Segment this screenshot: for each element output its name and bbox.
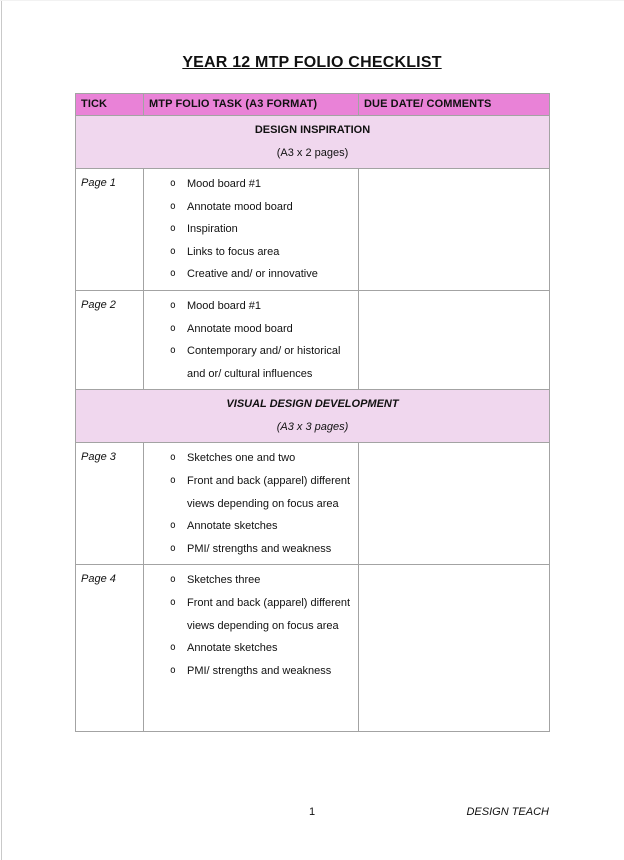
task-item <box>144 569 352 592</box>
circle-bullet-icon: o <box>170 268 176 280</box>
task-cell <box>144 169 359 291</box>
due-comments-cell <box>359 443 550 565</box>
task-row <box>76 565 550 732</box>
section-title: VISUAL DESIGN DEVELOPMENT <box>226 398 399 411</box>
task-text: Annotate sketches <box>187 642 278 655</box>
task-text: Annotate mood board <box>187 322 293 335</box>
task-text: Creative and/ or innovative <box>187 268 318 281</box>
task-item <box>144 340 352 385</box>
circle-bullet-icon: o <box>170 574 176 586</box>
tick-cell <box>76 169 144 291</box>
circle-bullet-icon: o <box>170 178 176 189</box>
folio-checklist-table <box>75 93 550 732</box>
task-item <box>144 173 352 196</box>
task-text: Front and back (apparel) different views depending on focus area <box>187 596 351 632</box>
task-cell <box>144 565 359 732</box>
page-label: Page 1 <box>81 177 116 189</box>
section-cell <box>76 390 550 443</box>
page-label: Page 2 <box>81 298 116 311</box>
tick-cell <box>76 565 144 732</box>
task-row <box>76 290 550 389</box>
task-text: Contemporary and/ or historical and or/ cultural influences <box>187 345 341 380</box>
task-item <box>144 470 352 515</box>
task-item <box>144 263 352 286</box>
task-text: Annotate sketches <box>187 520 278 533</box>
task-cell <box>144 290 359 389</box>
circle-bullet-icon: o <box>170 223 176 235</box>
col-header-due-date: DUE DATE/ COMMENTS <box>359 94 550 116</box>
page-left-edge <box>1 1 2 860</box>
page-number: 1 <box>308 806 316 818</box>
task-item <box>144 218 352 241</box>
due-comments-cell <box>359 290 550 389</box>
task-text: Mood board #1 <box>187 178 261 190</box>
circle-bullet-icon: o <box>170 474 176 486</box>
task-item <box>144 447 352 470</box>
task-cell <box>144 443 359 565</box>
task-text: Links to focus area <box>187 245 280 258</box>
task-item <box>144 196 352 219</box>
footer-brand: DESIGN TEACH <box>466 806 549 818</box>
circle-bullet-icon: o <box>170 520 176 532</box>
task-item <box>144 538 352 561</box>
page-label: Page 4 <box>81 573 116 586</box>
circle-bullet-icon: o <box>170 542 176 554</box>
due-comments-cell <box>359 565 550 732</box>
task-text: PMI/ strengths and weakness <box>187 664 332 677</box>
task-text: Sketches three <box>187 574 261 587</box>
task-row <box>76 169 550 291</box>
section-row <box>76 116 550 169</box>
col-header-task: MTP FOLIO TASK (A3 FORMAT) <box>144 94 359 116</box>
section-subtitle: (A3 x 3 pages) <box>276 421 349 434</box>
task-list <box>144 447 352 560</box>
due-comments-cell <box>359 169 550 291</box>
section-subtitle: (A3 x 2 pages) <box>276 147 349 159</box>
page-footer <box>75 806 549 824</box>
col-header-tick: TICK <box>76 94 144 116</box>
section-row <box>76 390 550 443</box>
circle-bullet-icon: o <box>170 245 176 257</box>
task-text: Front and back (apparel) different views depending on focus area <box>187 474 351 510</box>
task-text: Annotate mood board <box>187 200 293 213</box>
page-label: Page 3 <box>81 451 116 464</box>
task-list <box>144 295 352 385</box>
task-list <box>144 569 352 682</box>
circle-bullet-icon: o <box>170 345 176 357</box>
task-row <box>76 443 550 565</box>
task-item <box>144 515 352 538</box>
task-item <box>144 318 352 341</box>
section-title: DESIGN INSPIRATION <box>254 124 371 136</box>
task-item <box>144 241 352 264</box>
task-item <box>144 637 352 660</box>
circle-bullet-icon: o <box>170 452 176 464</box>
circle-bullet-icon: o <box>170 322 176 334</box>
task-item <box>144 592 352 637</box>
circle-bullet-icon: o <box>170 299 176 311</box>
page-title: YEAR 12 MTP FOLIO CHECKLIST <box>182 54 442 71</box>
circle-bullet-icon: o <box>170 200 176 212</box>
task-text: Inspiration <box>187 223 238 236</box>
task-text: PMI/ strengths and weakness <box>187 542 332 555</box>
circle-bullet-icon: o <box>170 596 176 608</box>
task-text: Mood board #1 <box>187 299 261 312</box>
task-list <box>144 173 352 286</box>
tick-cell <box>76 443 144 565</box>
tick-cell <box>76 290 144 389</box>
task-item <box>144 660 352 683</box>
section-cell <box>76 116 550 169</box>
table-header-row <box>76 94 550 116</box>
circle-bullet-icon: o <box>170 642 176 654</box>
task-text: Sketches one and two <box>187 452 296 465</box>
circle-bullet-icon: o <box>170 664 176 676</box>
task-item <box>144 295 352 318</box>
